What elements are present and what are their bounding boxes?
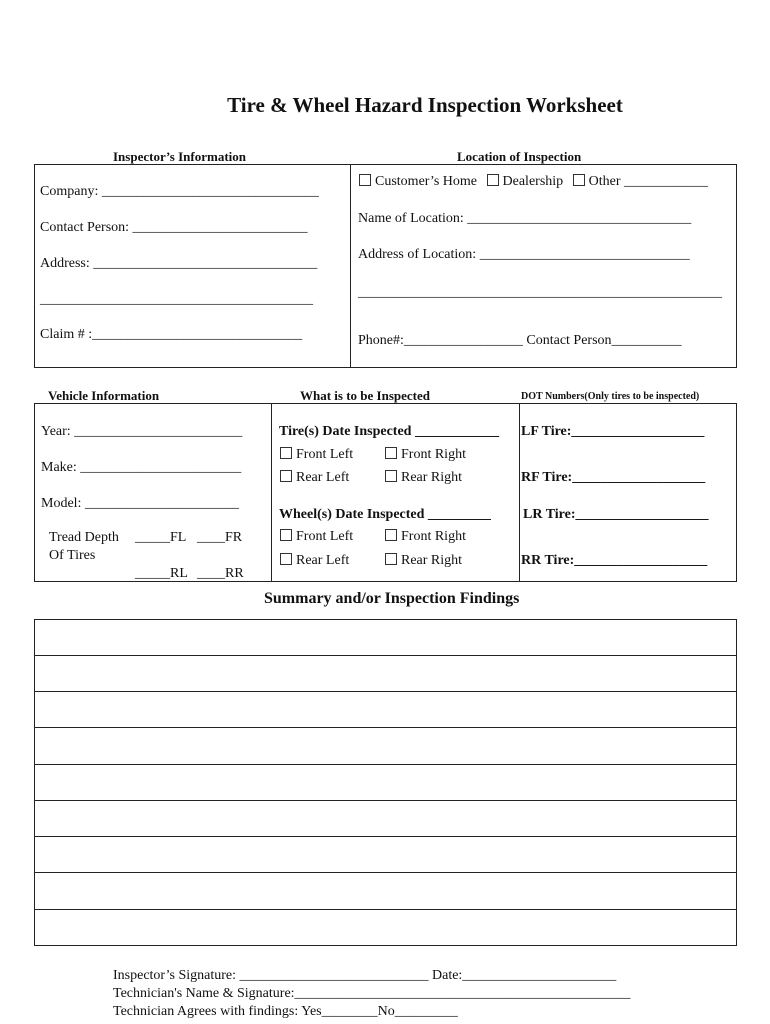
- inspector-info-heading: Inspector’s Information: [113, 149, 246, 164]
- rr-tire-field[interactable]: RR Tire:___________________: [521, 553, 708, 568]
- customers-home-label: Customer’s Home: [375, 174, 478, 189]
- lf-tire-field[interactable]: LF Tire:___________________: [521, 424, 705, 439]
- wheel-rear-left-label: Rear Left: [296, 553, 350, 568]
- summary-box[interactable]: [34, 619, 737, 946]
- tire-front-right-checkbox[interactable]: [385, 447, 397, 459]
- tire-rear-left-label: Rear Left: [296, 470, 350, 485]
- make-field[interactable]: Make: _______________________: [41, 460, 242, 475]
- tire-front-left-checkbox[interactable]: [280, 447, 292, 459]
- summary-line: [34, 909, 737, 910]
- other-label: Other ____________: [588, 174, 709, 189]
- wheel-rear-left-checkbox[interactable]: [280, 553, 292, 565]
- tire-rear-left-checkbox[interactable]: [280, 470, 292, 482]
- tread-depth-label: Tread Depth: [49, 530, 119, 545]
- tire-rear-right-option[interactable]: [385, 470, 462, 486]
- tire-front-right-option[interactable]: [385, 447, 466, 463]
- location-address-field[interactable]: Address of Location: ______________________________: [358, 247, 690, 262]
- wheel-rear-right-checkbox[interactable]: [385, 553, 397, 565]
- dot-heading: DOT Numbers(Only tires to be inspected): [521, 391, 700, 402]
- other-checkbox[interactable]: [573, 174, 585, 186]
- summary-line: [34, 836, 737, 837]
- rf-tire-field[interactable]: RF Tire:___________________: [521, 470, 706, 485]
- wheel-front-right-option[interactable]: [385, 529, 466, 545]
- inspect-heading: What is to be Inspected: [300, 388, 431, 403]
- tire-front-right-label: Front Right: [401, 447, 466, 462]
- tire-rear-right-checkbox[interactable]: [385, 470, 397, 482]
- customers-home-checkbox[interactable]: [359, 174, 371, 186]
- phone-contact-field[interactable]: Phone#:_________________ Contact Person__________: [358, 333, 682, 348]
- tread-fl-field[interactable]: _____FL: [135, 530, 187, 545]
- company-field[interactable]: Company: _______________________________: [40, 184, 319, 199]
- model-field[interactable]: Model: ______________________: [41, 496, 239, 511]
- year-field[interactable]: Year: ________________________: [41, 424, 243, 439]
- tire-rear-right-label: Rear Right: [401, 470, 463, 485]
- wheels-date-inspected[interactable]: Wheel(s) Date Inspected _________: [279, 507, 491, 522]
- technician-agrees-field[interactable]: Technician Agrees with findings: Yes________No_________: [113, 1004, 458, 1019]
- lr-tire-field[interactable]: LR Tire:___________________: [523, 507, 709, 522]
- dealership-checkbox[interactable]: [487, 174, 499, 186]
- wheel-front-right-label: Front Right: [401, 529, 466, 544]
- tires-date-inspected[interactable]: Tire(s) Date Inspected ____________: [279, 424, 499, 439]
- tire-front-left-option[interactable]: [280, 447, 353, 463]
- summary-line: [34, 655, 737, 656]
- claim-number-field[interactable]: Claim # :______________________________: [40, 327, 303, 342]
- summary-line: [34, 764, 737, 765]
- summary-line: [34, 727, 737, 728]
- wheel-front-left-label: Front Left: [296, 529, 354, 544]
- address-field[interactable]: Address: ________________________________: [40, 256, 318, 271]
- vehicle-info-heading: Vehicle Information: [48, 388, 160, 403]
- location-name-field[interactable]: Name of Location: ________________________________: [358, 211, 692, 226]
- technician-signature-field[interactable]: Technician's Name & Signature:________________________________________________: [113, 986, 631, 1001]
- wheel-rear-left-option[interactable]: [280, 553, 349, 569]
- of-tires-label: Of Tires: [49, 548, 96, 563]
- tread-fr-field[interactable]: ____FR: [197, 530, 243, 545]
- vehicle-box-divider-1: [271, 403, 272, 582]
- address-line2-field[interactable]: _______________________________________: [40, 292, 313, 307]
- location-heading: Location of Inspection: [457, 149, 582, 164]
- tread-rr-field[interactable]: ____RR: [197, 566, 244, 581]
- location-options: [359, 174, 708, 190]
- tread-rl-field[interactable]: _____RL: [135, 566, 188, 581]
- tire-front-left-label: Front Left: [296, 447, 354, 462]
- wheel-rear-right-option[interactable]: [385, 553, 462, 569]
- wheel-front-left-checkbox[interactable]: [280, 529, 292, 541]
- page-title: Tire & Wheel Hazard Inspection Worksheet: [227, 93, 623, 117]
- wheel-front-left-option[interactable]: [280, 529, 353, 545]
- contact-person-field[interactable]: Contact Person: _________________________: [40, 220, 308, 235]
- summary-line: [34, 691, 737, 692]
- summary-heading: Summary and/or Inspection Findings: [264, 590, 520, 607]
- wheel-front-right-checkbox[interactable]: [385, 529, 397, 541]
- tire-rear-left-option[interactable]: [280, 470, 349, 486]
- inspector-signature-field[interactable]: Inspector’s Signature: ___________________________ Date:______________________: [113, 968, 617, 983]
- top-box-divider: [350, 164, 351, 368]
- vehicle-box-divider-2: [519, 403, 520, 582]
- location-address-line2-field[interactable]: ____________________________________________________: [358, 285, 722, 300]
- dealership-label: Dealership: [502, 174, 564, 189]
- summary-line: [34, 872, 737, 873]
- summary-line: [34, 800, 737, 801]
- wheel-rear-right-label: Rear Right: [401, 553, 463, 568]
